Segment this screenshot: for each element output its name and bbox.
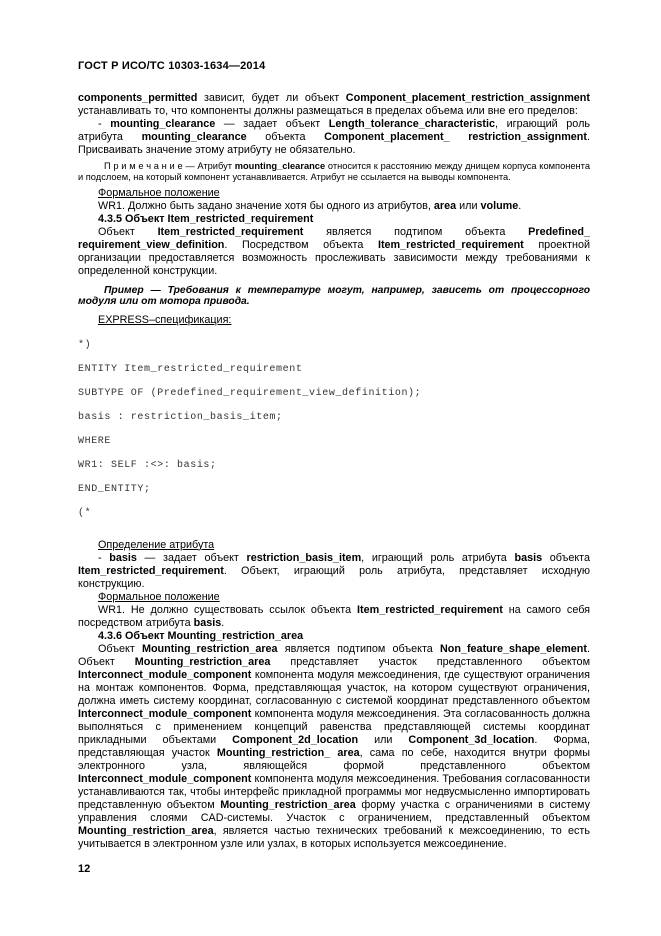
code-line: ENTITY Item_restricted_requirement: [78, 363, 303, 375]
code-line: END_ENTITY;: [78, 483, 151, 495]
list-item-mounting-clearance: - mounting_clearance — задает объект Length_tolerance_characteristic, играющий роль атрибута mounting_clearance объекта Component_placement_ restriction_assignment. Присваивать значение этому атрибуту не обязательно.: [78, 118, 590, 156]
page-number: 12: [78, 862, 91, 875]
label-express-specification: EXPRESS–спецификация:: [98, 313, 232, 326]
heading-4-3-6: 4.3.6 Объект Mounting_restriction_area: [98, 629, 304, 642]
code-line: (*: [78, 507, 92, 519]
rule-wr1-placement: WR1. Должно быть задано значение хотя бы одного из атрибутов, area или volume.: [98, 199, 522, 212]
code-line: *): [78, 339, 92, 351]
label-formal-position-2: Формальное положение: [98, 590, 220, 603]
example-temperature-requirements: Пример — Требования к температуре могут, например, зависеть от процессорного модуля или от мотора привода.: [78, 284, 590, 308]
label-attribute-definition: Определение атрибута: [98, 538, 215, 551]
code-line: basis : restriction_basis_item;: [78, 411, 283, 423]
label-formal-position-1: Формальное положение: [98, 186, 220, 199]
paragraph-mounting-restriction-area: Объект Mounting_restriction_area является подтипом объекта Non_feature_shape_element. Объект Mounting_restriction_area представляет участок представленного объектом Interconnect_module_component компонента модуля межсоединения, где существуют ограничения на монтаж компонентов. Форма, представляющая участок, на котором существуют ограничения, должна иметь систему координат, согласованную с системой координат представленного объектом Interconnect_module_component компонента модуля межсоединения. Эта согласованность должна выполняться с применением концепций равенства представляющей системы координат прикладными объектами Component_2d_location или Component_3d_location. Форма, представляющая участок Mounting_restriction_ area, сама по себе, находится внутри формы электронного узла, являющейся формой представленного объектом Interconnect_module_component компонента модуля межсоединения. Требования согласованности устанавливаются так, чтобы интерфейс прикладной программы мог недвусмысленно импортировать представленную объектом Mounting_restriction_area форму участка с ограничениями в систему управления слоями CAD-системы. Участок с ограничением, представленный объектом Mounting_restriction_area, является частью технических требований к межсоединению, то есть учитывается в электронном узле или узлах, в которых используется межсоединение.: [78, 642, 590, 850]
code-line: WHERE: [78, 435, 112, 447]
document-header: ГОСТ Р ИСО/ТС 10303-1634—2014: [78, 60, 266, 72]
paragraph-components-permitted: components_permitted зависит, будет ли объект Component_placement_restriction_assignment устанавливать то, что компоненты должны размещаться в пределах объема или вне его пределов:: [78, 92, 590, 117]
express-code-block: [78, 340, 590, 519]
list-item-basis: - basis — задает объект restriction_basis_item, играющий роль атрибута basis объекта Item_restricted_requirement. Объект, играющий роль атрибута, представляет исходную конструкцию.: [78, 551, 590, 590]
paragraph-item-restricted-requirement: Объект Item_restricted_requirement является подтипом объекта Predefined_ requirement_view_definition. Посредством объекта Item_restricted_requirement проектной организации предоставляется возможность прослеживать зависимости между требованиями к определенной конструкции.: [78, 225, 590, 277]
code-line: WR1: SELF :<>: basis;: [78, 459, 217, 471]
note-mounting-clearance: П р и м е ч а н и е — Атрибут mounting_clearance относится к расстоянию между днищем корпуса компонента и подслоем, на который компонент устанавливается. Атрибут не ссылается на выводы компонента.: [78, 161, 591, 182]
rule-wr1-item-restricted: WR1. Не должно существовать ссылок объекта Item_restricted_requirement на самого себя посредством атрибута basis.: [78, 603, 591, 629]
heading-4-3-5: 4.3.5 Объект Item_restricted_requirement: [98, 212, 314, 225]
code-line: SUBTYPE OF (Predefined_requirement_view_definition);: [78, 387, 422, 399]
